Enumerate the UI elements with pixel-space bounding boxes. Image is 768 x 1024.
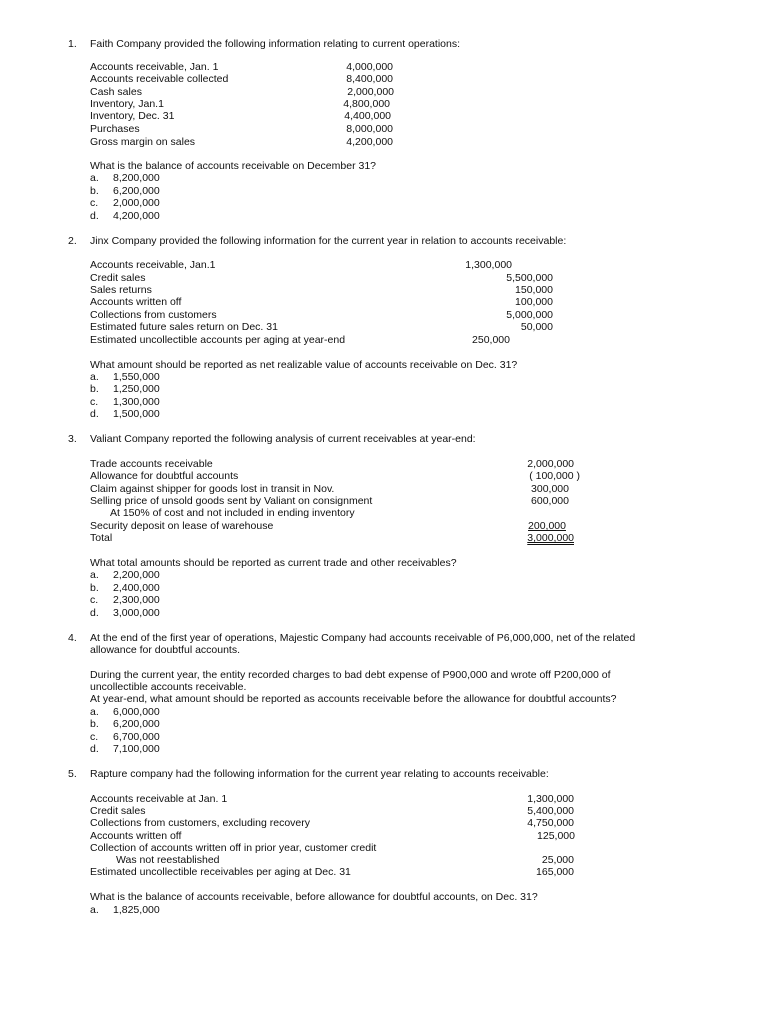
q1-choice-letter: b. — [90, 185, 99, 197]
q5-item-value: 125,000 — [537, 830, 575, 842]
q4-choice-letter: b. — [90, 718, 99, 730]
q3-number: 3. — [68, 433, 77, 445]
q2-item-value: 150,000 — [515, 284, 553, 296]
q1-item-label: Accounts receivable, Jan. 1 — [90, 61, 219, 73]
q4-choice-text: 6,000,000 — [113, 706, 160, 718]
q2-item-label: Credit sales — [90, 272, 146, 284]
q1-item-label: Inventory, Jan.1 — [90, 98, 164, 110]
q2-item-label: Estimated uncollectible accounts per aging at year-end — [90, 334, 346, 346]
q1-item-value: 8,000,000 — [346, 123, 393, 135]
q2-item-value: 50,000 — [520, 321, 553, 333]
q4-paragraph-1a: At the end of the first year of operations, Majestic Company had accounts receivable of P6,000,000, net of the related — [90, 632, 636, 644]
q1-prompt: Faith Company provided the following information relating to current operations: — [90, 38, 461, 50]
q1-choice-letter: c. — [90, 197, 99, 209]
q1-item-label: Inventory, Dec. 31 — [90, 110, 175, 122]
q3-item-value: 300,000 — [531, 483, 569, 495]
q5-item-value: 1,300,000 — [527, 793, 574, 805]
q3-choice-letter: d. — [90, 607, 99, 619]
q3-item-value: 600,000 — [531, 495, 569, 507]
q3-choice-letter: c. — [90, 594, 99, 606]
q4-choice-letter: d. — [90, 743, 99, 755]
q4-paragraph-2a: During the current year, the entity recorded charges to bad debt expense of P900,000 and wrote off P200,000 of — [90, 669, 611, 681]
q3-item-value: 200,000 — [528, 520, 566, 532]
q5-choice-letter: a. — [90, 904, 99, 916]
q5-item-label: Accounts receivable at Jan. 1 — [90, 793, 228, 805]
q3-prompt: Valiant Company reported the following analysis of current receivables at year-end: — [90, 433, 476, 445]
q5-item-label: Accounts written off — [90, 830, 182, 842]
q3-question: What total amounts should be reported as current trade and other receivables? — [90, 557, 457, 569]
q2-choice-text: 1,250,000 — [113, 383, 160, 395]
q4-choice-text: 7,100,000 — [113, 743, 160, 755]
q3-choice-letter: a. — [90, 569, 99, 581]
q3-item-label: Trade accounts receivable — [90, 458, 213, 470]
q5-question: What is the balance of accounts receivable, before allowance for doubtful accounts, on Dec. 31? — [90, 891, 538, 903]
q5-number: 5. — [68, 768, 77, 780]
q1-item-value: 4,000,000 — [346, 61, 393, 73]
q5-item-label: Collections from customers, excluding recovery — [90, 817, 310, 829]
q5-item-label: Collection of accounts written off in prior year, customer credit — [90, 842, 377, 854]
q1-number: 1. — [68, 38, 77, 50]
q3-item-label: Claim against shipper for goods lost in transit in Nov. — [90, 483, 335, 495]
q1-choice-text: 8,200,000 — [113, 172, 160, 184]
q2-item-label: Accounts written off — [90, 296, 182, 308]
q2-question: What amount should be reported as net realizable value of accounts receivable on Dec. 31? — [90, 359, 518, 371]
q2-item-value: 5,500,000 — [506, 272, 553, 284]
q2-choice-text: 1,500,000 — [113, 408, 160, 420]
q2-item-value: 1,300,000 — [465, 259, 512, 271]
q2-choice-text: 1,550,000 — [113, 371, 160, 383]
q2-prompt: Jinx Company provided the following information for the current year in relation to accounts receivable: — [90, 235, 567, 247]
q2-item-label: Accounts receivable, Jan.1 — [90, 259, 216, 271]
q4-paragraph-2b: uncollectible accounts receivable. — [90, 681, 247, 693]
q3-item-label: Allowance for doubtful accounts — [90, 470, 239, 482]
q5-item-label: Estimated uncollectible receivables per aging at Dec. 31 — [90, 866, 351, 878]
q1-item-value: 4,200,000 — [346, 136, 393, 148]
q1-item-value: 4,400,000 — [344, 110, 391, 122]
q2-choice-text: 1,300,000 — [113, 396, 160, 408]
q4-question: At year-end, what amount should be reported as accounts receivable before the allowance for doubtful accounts? — [90, 693, 617, 705]
q4-choice-letter: a. — [90, 706, 99, 718]
q3-choice-text: 3,000,000 — [113, 607, 160, 619]
q2-item-label: Collections from customers — [90, 309, 217, 321]
q2-item-value: 100,000 — [515, 296, 553, 308]
q3-item-label: At 150% of cost and not included in ending inventory — [110, 507, 355, 519]
q1-item-label: Gross margin on sales — [90, 136, 196, 148]
q2-number: 2. — [68, 235, 77, 247]
q4-paragraph-1b: allowance for doubtful accounts. — [90, 644, 241, 656]
q1-item-value: 4,800,000 — [343, 98, 390, 110]
q4-number: 4. — [68, 632, 77, 644]
q5-item-value: 25,000 — [541, 854, 574, 866]
q2-item-value: 250,000 — [472, 334, 510, 346]
q1-item-value: 2,000,000 — [347, 86, 394, 98]
q3-item-label: Security deposit on lease of warehouse — [90, 520, 274, 532]
q2-choice-letter: a. — [90, 371, 99, 383]
q3-total-label: Total — [90, 532, 113, 544]
q1-choice-text: 6,200,000 — [113, 185, 160, 197]
q1-choice-letter: d. — [90, 210, 99, 222]
q5-prompt: Rapture company had the following information for the current year relating to accounts receivable: — [90, 768, 549, 780]
q3-item-value: ( 100,000 ) — [529, 470, 580, 482]
q2-item-label: Sales returns — [90, 284, 152, 296]
q1-choice-text: 4,200,000 — [113, 210, 160, 222]
q3-choice-text: 2,200,000 — [113, 569, 160, 581]
q4-choice-letter: c. — [90, 731, 99, 743]
q2-choice-letter: b. — [90, 383, 99, 395]
q2-item-value: 5,000,000 — [506, 309, 553, 321]
q5-choice-text: 1,825,000 — [113, 904, 160, 916]
q1-item-label: Cash sales — [90, 86, 142, 98]
q1-choice-text: 2,000,000 — [113, 197, 160, 209]
q3-choice-letter: b. — [90, 582, 99, 594]
q5-item-value: 165,000 — [536, 866, 574, 878]
q1-choice-letter: a. — [90, 172, 99, 184]
q1-item-label: Purchases — [90, 123, 140, 135]
q4-choice-text: 6,200,000 — [113, 718, 160, 730]
q3-choice-text: 2,300,000 — [113, 594, 160, 606]
q3-item-value: 2,000,000 — [527, 458, 574, 470]
q4-choice-text: 6,700,000 — [113, 731, 160, 743]
q1-item-label: Accounts receivable collected — [90, 73, 229, 85]
q5-item-label: Was not reestablished — [116, 854, 220, 866]
q2-choice-letter: c. — [90, 396, 99, 408]
q5-item-value: 5,400,000 — [527, 805, 574, 817]
q3-item-label: Selling price of unsold goods sent by Valiant on consignment — [90, 495, 373, 507]
q3-total-value: 3,000,000 — [527, 532, 574, 544]
q2-item-label: Estimated future sales return on Dec. 31 — [90, 321, 278, 333]
q1-item-value: 8,400,000 — [346, 73, 393, 85]
q5-item-value: 4,750,000 — [527, 817, 574, 829]
q5-item-label: Credit sales — [90, 805, 146, 817]
q2-choice-letter: d. — [90, 408, 99, 420]
q1-question: What is the balance of accounts receivable on December 31? — [90, 160, 376, 172]
q3-choice-text: 2,400,000 — [113, 582, 160, 594]
